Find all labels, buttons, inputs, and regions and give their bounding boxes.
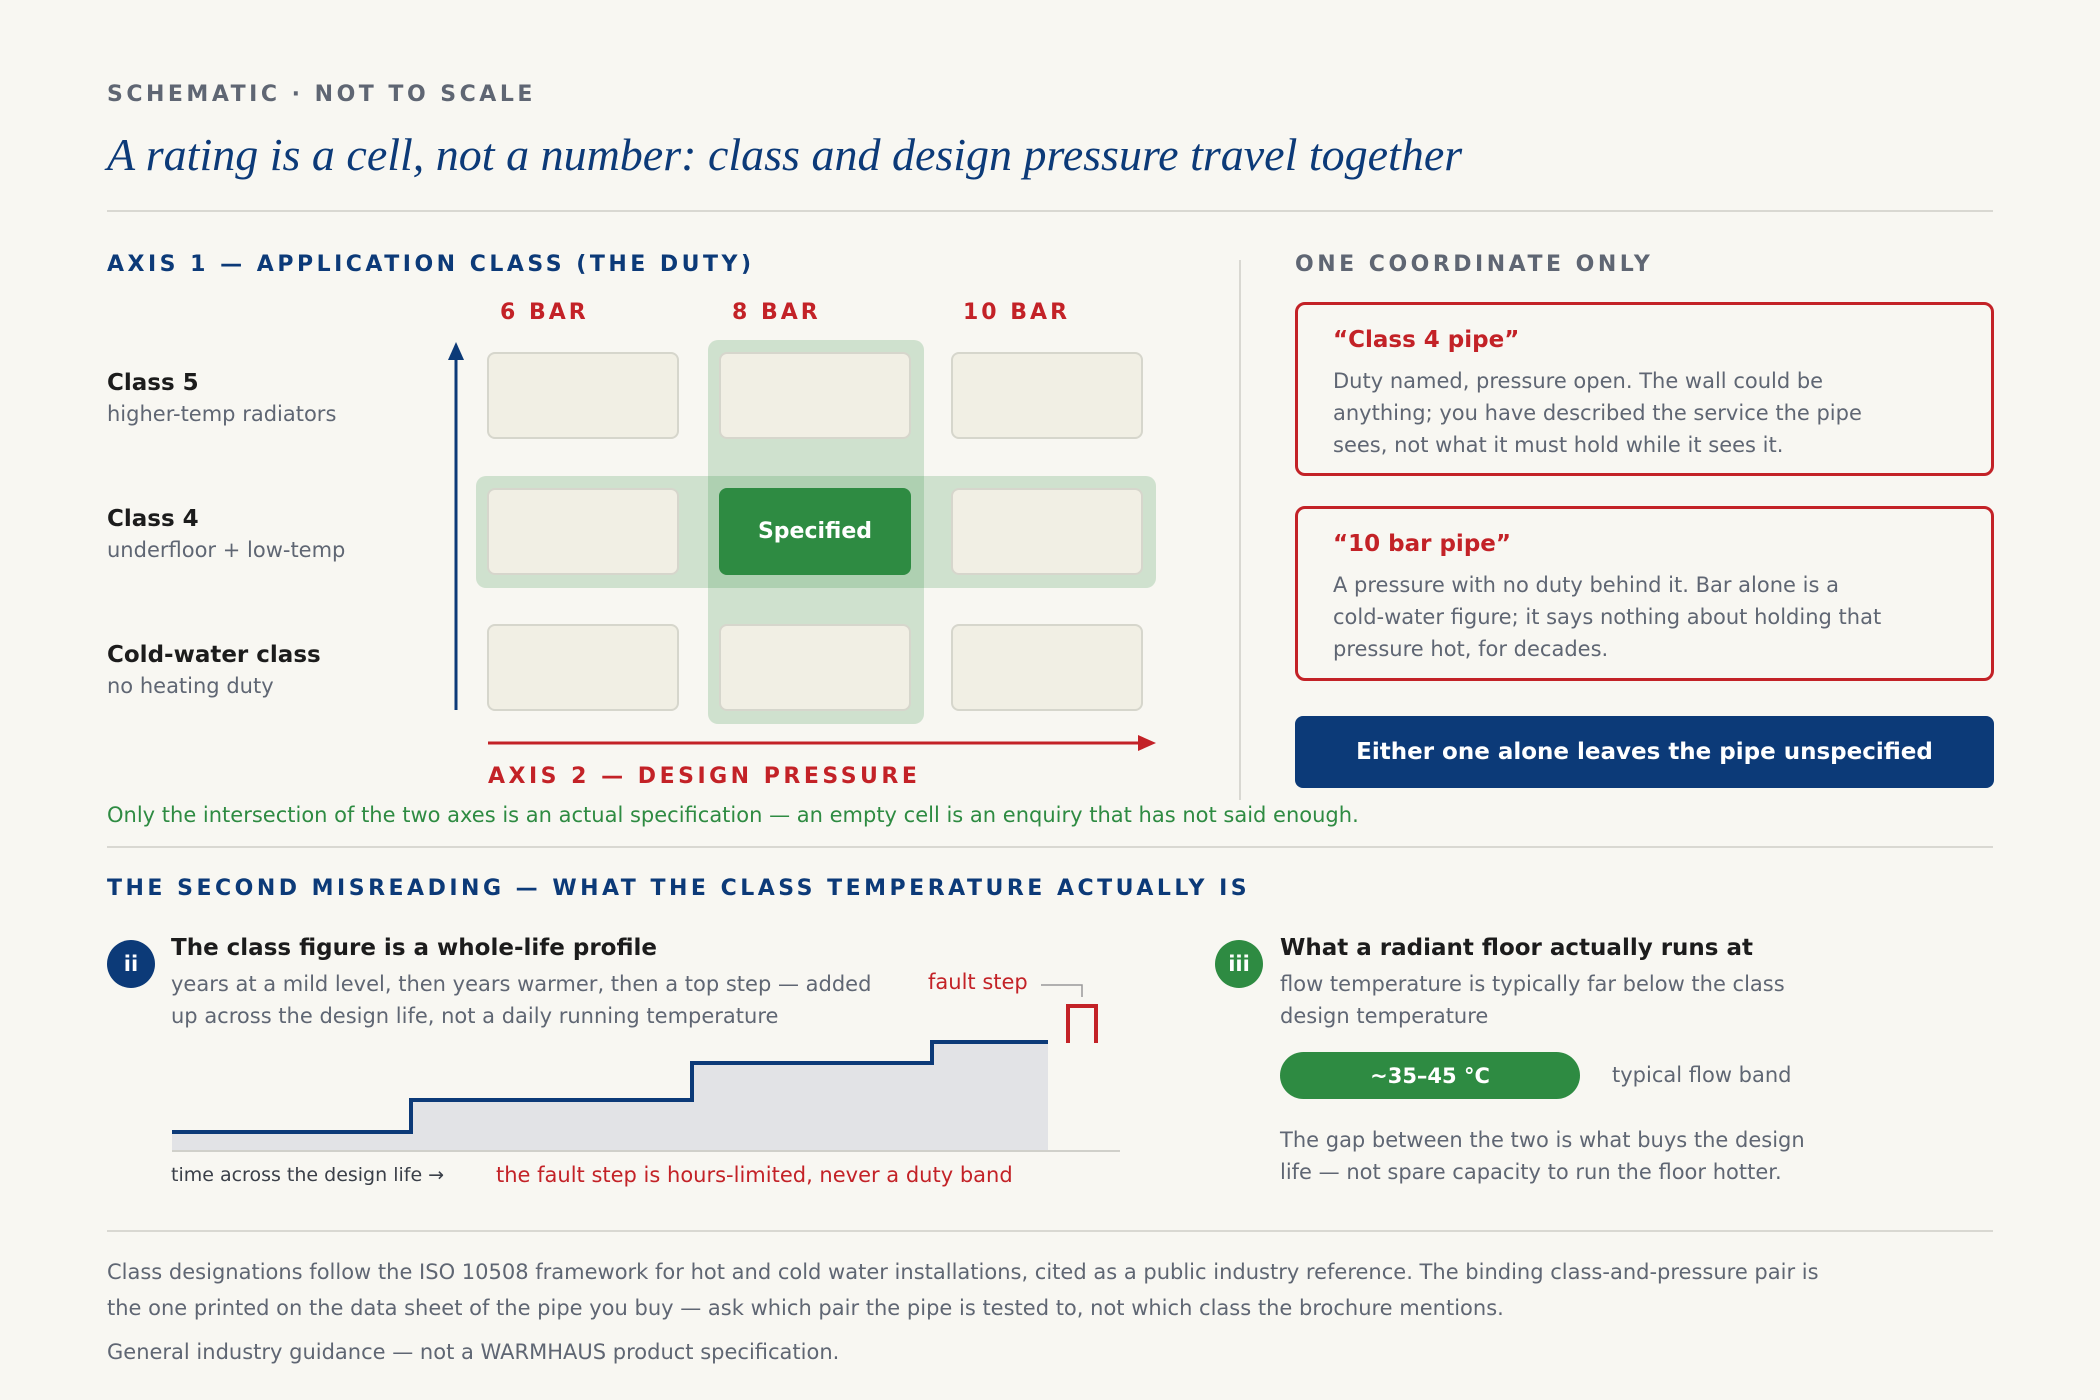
specified-cell: Specified: [719, 488, 911, 575]
profile-heading: The class figure is a whole-life profile: [171, 935, 658, 961]
header-divider: [107, 210, 1993, 212]
second-section-title: THE SECOND MISREADING — WHAT THE CLASS TEMPERATURE ACTUALLY IS: [107, 876, 1251, 901]
section-divider: [107, 846, 1993, 848]
profile-area: [172, 1042, 1048, 1152]
coordinate-panel-title: ONE COORDINATE ONLY: [1295, 252, 1654, 277]
axis1-arrow-head: [448, 342, 464, 360]
eyebrow: SCHEMATIC · NOT TO SCALE: [107, 82, 536, 107]
column-label-6-bar: 6 BAR: [500, 300, 589, 325]
row-name: Class 5: [107, 370, 199, 396]
class-4-pipe-card: [1295, 302, 1994, 476]
10-bar-pipe-card: [1295, 506, 1994, 681]
fault-caption: the fault step is hours-limited, never a duty band: [496, 1163, 1013, 1187]
row-label-cold-water: [107, 642, 321, 698]
headline: A rating is a cell, not a number: class and design pressure travel together: [107, 129, 1463, 180]
footer-divider: [107, 1230, 1993, 1232]
axis1-title: AXIS 1 — APPLICATION CLASS (THE DUTY): [107, 252, 755, 277]
fault-step-label: fault step: [928, 970, 1028, 994]
grid-cell: [719, 352, 911, 439]
x-axis-caption: time across the design life →: [171, 1164, 445, 1186]
row-label-class-5: [107, 370, 336, 426]
row-desc: underfloor + low-temp: [107, 538, 346, 562]
card-title: “10 bar pipe”: [1333, 531, 1511, 557]
grid-cell: [487, 352, 679, 439]
row-desc: higher-temp radiators: [107, 402, 337, 426]
column-divider: [1239, 260, 1241, 800]
row-name: Cold-water class: [107, 642, 321, 668]
temperature-profile-chart: [160, 970, 1130, 1160]
row-label-class-4: [107, 506, 345, 562]
conclusion-banner: Either one alone leaves the pipe unspecified: [1295, 716, 1994, 788]
grid-cell: [487, 624, 679, 711]
badge-iii: iii: [1215, 940, 1263, 988]
row-desc: no heating duty: [107, 674, 274, 698]
footer-note: Class designations follow the ISO 10508 framework for hot and cold water installations, cited as a public industry reference. The binding class-and-pressure pair is the one printed on the data sheet of the pipe you buy — ask which pair the pipe is tested to, not which class the brochure mentions.: [107, 1260, 1819, 1320]
radiant-floor-heading: What a radiant floor actually runs at: [1280, 935, 1754, 961]
badge-ii: ii: [107, 940, 155, 988]
fault-step-mark: [1068, 1006, 1096, 1043]
axis2-arrow-head: [1138, 735, 1156, 751]
axis2-title: AXIS 2 — DESIGN PRESSURE: [488, 764, 921, 789]
column-label-8-bar: 8 BAR: [732, 300, 821, 325]
column-label-10-bar: 10 BAR: [963, 300, 1071, 325]
card-body: Duty named, pressure open. The wall could be anything; you have described the service the pipe sees, not what it must hold while it sees it.: [1333, 369, 1862, 457]
card-title: “Class 4 pipe”: [1333, 327, 1520, 353]
flow-band-pill: ~35–45 °C: [1280, 1052, 1580, 1099]
fault-leader-line: [1041, 985, 1082, 997]
grid-cell: [487, 488, 679, 575]
intersection-note: Only the intersection of the two axes is an actual specification — an empty cell is an enquiry that has not said enough.: [107, 803, 1359, 827]
profile-body: years at a mild level, then years warmer, then a top step — added up across the design life, not a daily running temperature: [171, 972, 872, 1028]
grid-cell: [951, 352, 1143, 439]
row-name: Class 4: [107, 506, 199, 532]
radiant-floor-body: flow temperature is typically far below the class design temperature: [1280, 972, 1785, 1028]
card-body: A pressure with no duty behind it. Bar alone is a cold-water figure; it says nothing about holding that pressure hot, for decades.: [1333, 573, 1882, 661]
footer-disclaimer: General industry guidance — not a WARMHAUS product specification.: [107, 1340, 840, 1364]
grid-cell: [951, 624, 1143, 711]
grid-cell: [719, 624, 911, 711]
flow-band-label: typical flow band: [1612, 1063, 1792, 1087]
gap-note: The gap between the two is what buys the design life — not spare capacity to run the floor hotter.: [1280, 1128, 1805, 1184]
grid-cell: [951, 488, 1143, 575]
